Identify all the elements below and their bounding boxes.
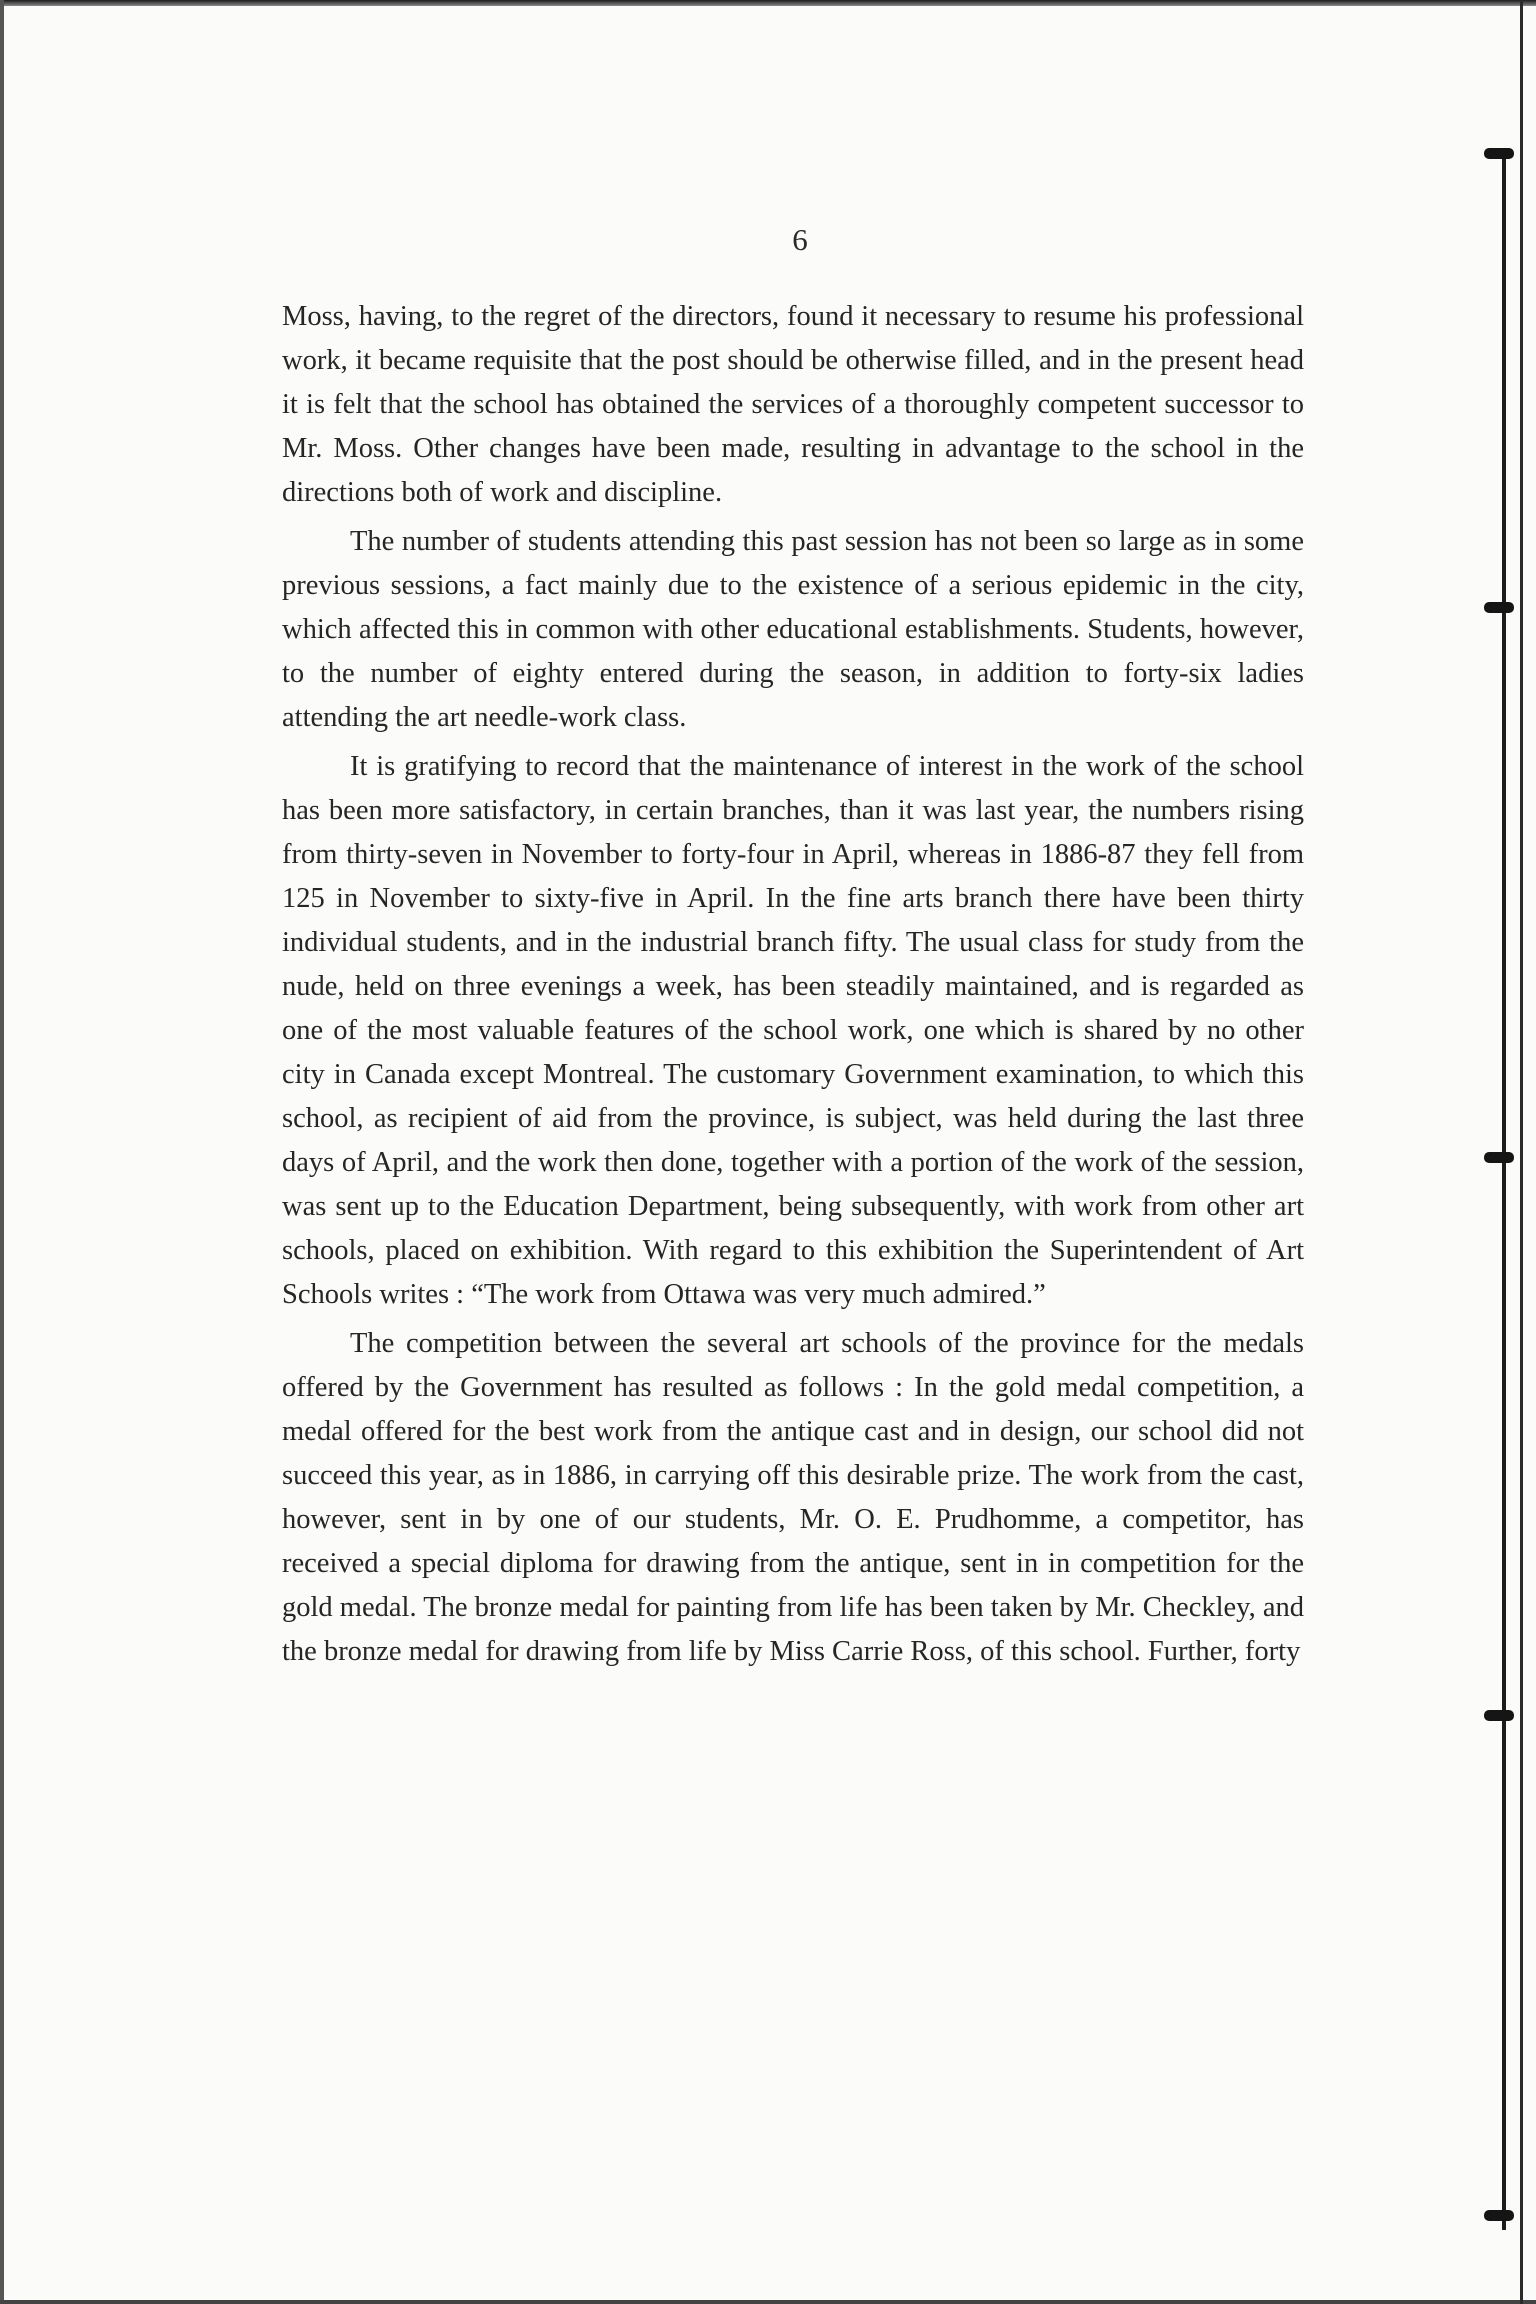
binding-stitch [1484,2210,1514,2221]
body-text [282,295,1304,1679]
binding-stitch [1484,1152,1514,1163]
binding-thread [1502,150,1506,2230]
scan-edge-left [0,0,4,2304]
scan-edge-top [0,0,1536,6]
paragraph: Moss, having, to the regret of the directors, found it necessary to resume his professional work, it became requisite that the post should be otherwise filled, and in the present head it is felt that the school has obtained the services of a thoroughly competent successor to Mr. Moss. Other changes have been made, resulting in advantage to the school in the directions both of work and discipline. [282,301,1304,508]
paragraph: The number of students attending this past session has not been so large as in some previous sessions, a fact mainly due to the existence of a serious epidemic in the city, which affected this in common with other educational establishments. Students, however, to the number of eighty entered during the season, in addition to forty-six ladies attending the art needle-work class. [282,526,1304,733]
binding-stitch [1484,148,1514,159]
binding-stitch [1484,1710,1514,1721]
page-number: 6 [792,222,808,257]
binding-stitch [1484,602,1514,613]
paragraph: The competition between the several art schools of the province for the medals offered by the Government has resulted as follows : In the gold medal competition, a medal offered for the best work from the antique cast and in design, our school did not succeed this year, as in 1886, in carrying off this desirable prize. The work from the cast, however, sent in by one of our students, Mr. O. E. Prudhomme, a competitor, has received a special diploma for drawing from the antique, sent in in competition for the gold medal. The bronze medal for painting from life has been taken by Mr. Checkley, and the bronze medal for drawing from life by Miss Carrie Ross, of this school. Further, forty [282,1328,1304,1667]
spine-edge [1520,0,1523,2304]
scan-edge-bottom [0,2300,1536,2304]
paragraph: It is gratifying to record that the maintenance of interest in the work of the school has been more satisfactory, in certain branches, than it was last year, the numbers rising from thirty-seven in November to forty-four in April, whereas in 1886-87 they fell from 125 in November to sixty-five in April. In the fine arts branch there have been thirty individual students, and in the industrial branch fifty. The usual class for study from the nude, held on three evenings a week, has been steadily maintained, and is regarded as one of the most valuable features of the school work, one which is shared by no other city in Canada except Montreal. The customary Government examination, to which this school, as recipient of aid from the province, is subject, was held during the last three days of April, and the work then done, together with a portion of the work of the session, was sent up to the Education Department, being subsequently, with work from other art schools, placed on exhibition. With regard to this exhibition the Superintendent of Art Schools writes : “The work from Ottawa was very much admired.” [282,751,1304,1310]
binding-spine [1496,0,1536,2304]
